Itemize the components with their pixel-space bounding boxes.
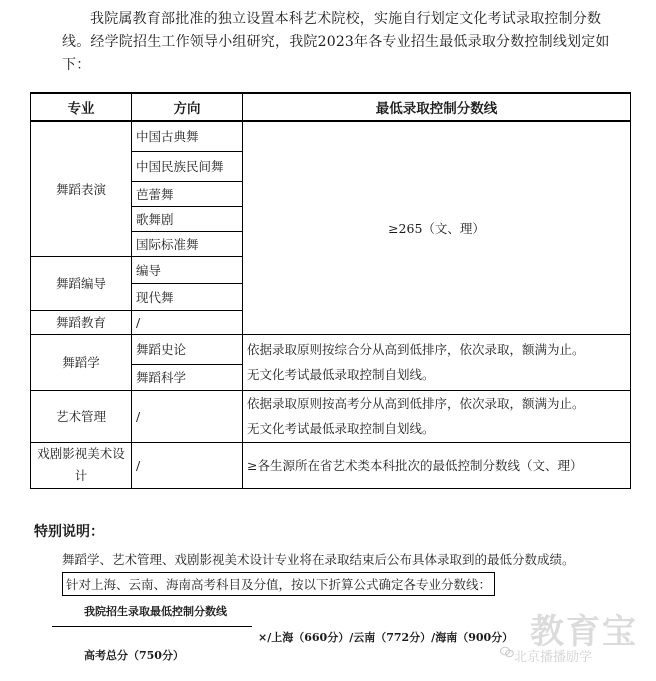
formula-multiplier: ×/上海（660分）/云南（772分）/海南（900分） [258,631,514,644]
header-major: 专业 [31,93,132,121]
table-header-row [31,93,631,121]
watermark-account: 北京播播励学 [514,650,593,665]
direction-cell: 现代舞 [132,283,243,310]
rule-line-1: 依据录取原则按综合分从高到低排序，依次录取，额满为止。 [247,342,585,357]
rule-cell [243,334,631,390]
special-note-boxed: 针对上海、云南、海南高考科目及分值，按以下折算公式确定各专业分数线： [62,572,495,596]
major-cell: 艺术管理 [31,390,132,442]
major-cell: 舞蹈教育 [31,310,132,334]
formula-numerator: 我院招生录取最低控制分数线 [84,605,227,618]
direction-cell: 中国古典舞 [132,121,243,151]
wechat-icon [500,646,514,658]
rule-line-2: 无文化考试最低录取控制自划线。 [247,367,435,382]
intro-paragraph: 我院属教育部批准的独立设置本科艺术院校，实施自行划定文化考试录取控制分数线。经学院招生工作领导小组研究，我院2023年各专业招生最低录取分数控制线划定如下： [62,11,610,73]
table-row [31,334,631,364]
direction-cell: 芭蕾舞 [132,181,243,206]
special-note-text: 舞蹈学、艺术管理、戏剧影视美术设计专业将在录取结束后公布具体录取到的最低分数成绩。 [62,552,575,567]
rule-cell [243,390,631,442]
direction-cell: / [132,442,243,488]
direction-cell: 中国民族民间舞 [132,151,243,181]
special-note-title: 特别说明： [34,524,104,540]
direction-cell: / [132,390,243,442]
direction-cell: 舞蹈史论 [132,334,243,364]
direction-cell: 歌舞剧 [132,206,243,231]
direction-cell: 国际标准舞 [132,231,243,256]
major-cell: 舞蹈表演 [31,121,132,256]
score-cell: ≥265（文、理） [243,121,631,334]
rule-cell: ≥各生源所在省艺术类本科批次的最低控制分数线（文、理） [243,442,631,488]
table-row [31,121,631,151]
direction-cell: 舞蹈科学 [132,364,243,390]
formula-denominator: 高考总分（750分） [84,649,184,662]
table-row [31,442,631,488]
header-direction: 方向 [132,93,243,121]
header-score: 最低录取控制分数线 [243,93,631,121]
watermark-logo-text: 教育宝 [530,612,638,652]
watermark [500,600,650,676]
major-cell: 舞蹈编导 [31,256,132,310]
major-cell: 舞蹈学 [31,334,132,390]
score-table [30,92,631,489]
direction-cell: 编导 [132,256,243,283]
rule-line-2: 无文化考试最低录取控制自划线。 [247,421,435,436]
table-row [31,390,631,442]
rule-line-1: 依据录取原则按高考分从高到低排序，依次录取，额满为止。 [247,396,585,411]
direction-cell: / [132,310,243,334]
major-cell: 戏剧影视美术设计 [31,442,132,488]
fraction-bar [52,626,252,627]
